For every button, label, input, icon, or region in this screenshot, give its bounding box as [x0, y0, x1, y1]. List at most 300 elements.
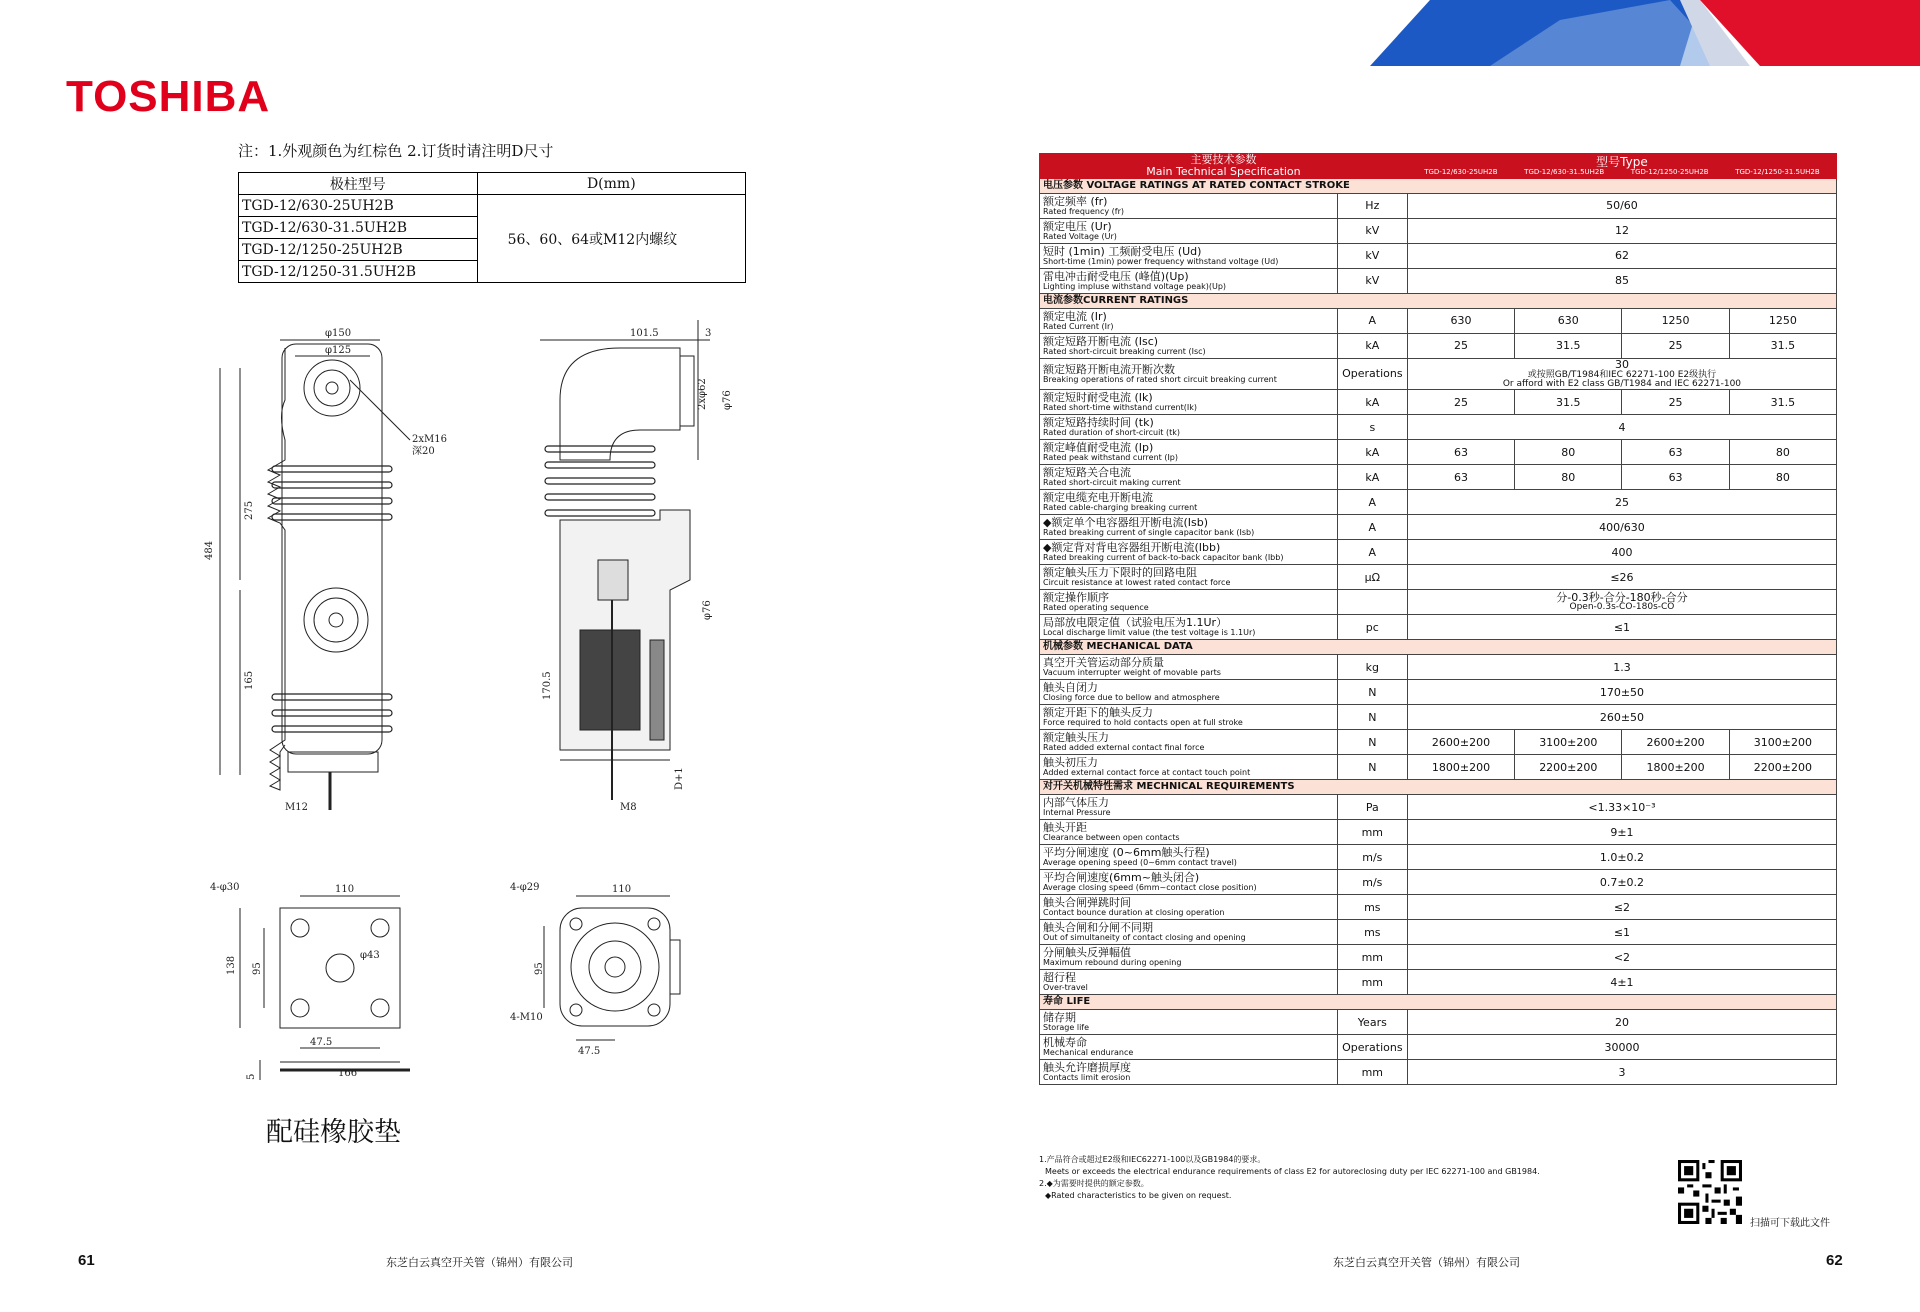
dim-text: 5: [246, 1073, 257, 1080]
spec-row: [1040, 515, 1837, 540]
param-cell: [1040, 730, 1338, 755]
unit-cell: mm: [1337, 820, 1407, 845]
spec-row: [1040, 540, 1837, 565]
spec-row: [1040, 795, 1837, 820]
param-cn: 额定频率 (fr): [1043, 195, 1108, 209]
unit-cell: pc: [1337, 615, 1407, 640]
pole-section-view: [540, 320, 733, 813]
color-note: 注：1.外观颜色为红棕色 2.订货时请注明D尺寸: [238, 142, 554, 160]
param-cn: 超行程: [1043, 971, 1076, 985]
param-cell: [1040, 1035, 1338, 1060]
header-model: TGD-12/630-25UH2B: [1424, 167, 1498, 176]
param-cn: ◆额定背对背电容器组开断电流(Ibb): [1043, 541, 1221, 555]
spec-row: [1040, 970, 1837, 995]
spec-row: [1040, 895, 1837, 920]
spec-row: [1040, 244, 1837, 269]
param-en: Rated Voltage (Ur): [1043, 231, 1117, 241]
model-cell: TGD-12/630-25UH2B: [239, 195, 478, 217]
unit-cell: A: [1337, 309, 1407, 334]
value-main: 12: [1614, 224, 1629, 238]
value-cell: 1800±200: [1407, 755, 1514, 780]
value-cell: [1407, 970, 1836, 995]
header-param-cn: 主要技术参数: [1190, 153, 1257, 167]
param-en: Average closing speed (6mm~contact close position): [1043, 883, 1257, 892]
param-cell: [1040, 1060, 1338, 1085]
param-cell: [1040, 440, 1338, 465]
param-cn: 额定触头压力: [1043, 731, 1109, 745]
param-en: Rated Current (Ir): [1043, 321, 1114, 331]
spec-section-row: [1040, 179, 1837, 194]
value-cell: 31.5: [1729, 334, 1836, 359]
value-cell: [1407, 615, 1836, 640]
param-en: Circuit resistance at lowest rated contact force: [1043, 578, 1231, 587]
value-main: 9±1: [1610, 825, 1634, 839]
model-cell: TGD-12/1250-25UH2B: [239, 239, 478, 261]
param-cn: 触头自闭力: [1043, 681, 1098, 695]
param-cn: 机械寿命: [1043, 1036, 1087, 1050]
param-en: Rated cable-charging breaking current: [1043, 503, 1198, 512]
spec-row: [1040, 655, 1837, 680]
param-cn: 雷电冲击耐受电压 (峰值)(Up): [1043, 270, 1189, 284]
toshiba-logo: TOSHIBA: [66, 72, 271, 121]
value-main: 4: [1618, 420, 1626, 434]
dim-text: 165: [244, 670, 255, 690]
param-cn: 平均分闸速度 (0~6mm触头行程): [1043, 846, 1210, 860]
value-cell: 80: [1729, 465, 1836, 490]
gasket-side-view: [246, 1060, 410, 1080]
section-title: 寿命 LIFE: [1040, 995, 1837, 1010]
footnotes: [1039, 1154, 1540, 1202]
param-en: Lighting impluse withstand voltage peak)(Up): [1043, 281, 1227, 291]
param-en: Rated breaking current of single capacitor bank (Isb): [1043, 528, 1255, 537]
dim-text: 4-φ29: [510, 882, 540, 893]
value-main: <1.33×10⁻³: [1588, 800, 1656, 814]
dim-text: D+1: [674, 767, 685, 790]
dim-text: 95: [252, 962, 263, 975]
value-cell: 25: [1407, 334, 1514, 359]
value-cell: [1407, 415, 1836, 440]
value-main: 170±50: [1599, 685, 1645, 699]
param-cn: 额定短路开断电流开断次数: [1043, 363, 1175, 377]
dim-text: 深20: [412, 446, 435, 457]
param-en: Vacuum interrupter weight of movable parts: [1043, 668, 1221, 677]
dim-text: M12: [285, 802, 308, 813]
spec-row: [1040, 269, 1837, 294]
spec-row: [1040, 845, 1837, 870]
param-en: Rated operating sequence: [1043, 603, 1149, 612]
value-cell: 63: [1622, 465, 1729, 490]
param-en: Maximum rebound during opening: [1043, 958, 1182, 967]
d-value-cell: 56、60、64或M12内螺纹: [477, 195, 745, 283]
param-cell: [1040, 795, 1338, 820]
spec-row: [1040, 565, 1837, 590]
spec-row: [1040, 680, 1837, 705]
param-cell: [1040, 920, 1338, 945]
param-cell: [1040, 680, 1338, 705]
value-cell: 31.5: [1729, 390, 1836, 415]
dim-text: 47.5: [310, 1037, 333, 1048]
page-number-left: 61: [78, 1252, 95, 1269]
unit-cell: m/s: [1337, 845, 1407, 870]
param-cell: [1040, 359, 1338, 390]
value-cell: 80: [1515, 440, 1622, 465]
footer-right: 东芝白云真空开关管（锦州）有限公司: [1333, 1256, 1520, 1269]
dim-text: 110: [612, 884, 632, 895]
param-cn: 额定峰值耐受电流 (Ip): [1043, 441, 1154, 455]
model-cell: TGD-12/1250-31.5UH2B: [239, 261, 478, 283]
dim-text: φ76: [722, 390, 733, 410]
value-cell: 31.5: [1515, 334, 1622, 359]
param-en: Rated short-time withstand current(Ik): [1043, 403, 1197, 412]
value-cell: 630: [1515, 309, 1622, 334]
dim-text: 2xφ62: [697, 378, 708, 410]
footnote: Meets or exceeds the electrical endurance requirements of class E2 for autoreclosing duty per IEC 62271-100 and GB1984.: [1045, 1167, 1540, 1176]
unit-cell: kA: [1337, 390, 1407, 415]
param-cn: 额定短路开断电流 (Isc): [1043, 335, 1159, 349]
unit-cell: N: [1337, 680, 1407, 705]
spec-row: [1040, 755, 1837, 780]
param-en: Rated peak withstand current (Ip): [1043, 453, 1178, 462]
unit-cell: ms: [1337, 920, 1407, 945]
param-en: Short-time (1min) power frequency withstand voltage (Ud): [1043, 256, 1279, 266]
dim-text: 484: [204, 540, 215, 560]
param-cell: [1040, 1010, 1338, 1035]
param-cell: [1040, 705, 1338, 730]
section-title: 电流参数CURRENT RATINGS: [1040, 294, 1837, 309]
dim-text: 47.5: [578, 1046, 601, 1057]
value-cell: 25: [1622, 334, 1729, 359]
param-cell: [1040, 334, 1338, 359]
dim-text: 170.5: [542, 671, 553, 700]
value-cell: [1407, 680, 1836, 705]
spec-row: [1040, 945, 1837, 970]
spec-header-type: [1407, 154, 1836, 179]
param-cn: 真空开关管运动部分质量: [1043, 656, 1164, 670]
param-cn: 额定短路关合电流: [1043, 466, 1131, 480]
value-cell: 63: [1622, 440, 1729, 465]
dim-text: 95: [534, 962, 545, 975]
header-param-en: Main Technical Specification: [1146, 165, 1301, 178]
param-cn: 储存期: [1043, 1011, 1076, 1025]
param-cn: 分闸触头反弹幅值: [1043, 946, 1131, 960]
spec-header-row: [1040, 154, 1837, 179]
value-cell: [1407, 269, 1836, 294]
value-cell: [1407, 1060, 1836, 1085]
param-cell: [1040, 515, 1338, 540]
unit-cell: Operations: [1337, 359, 1407, 390]
model-header: 极柱型号: [239, 173, 478, 195]
dim-text: 110: [335, 884, 355, 895]
param-cell: [1040, 755, 1338, 780]
value-main: <2: [1613, 950, 1631, 964]
param-cell: [1040, 590, 1338, 615]
param-en: Average opening speed (0~6mm contact travel): [1043, 858, 1237, 867]
dim-text: 4-M10: [510, 1012, 543, 1023]
value-cell: [1407, 1035, 1836, 1060]
param-cn: 额定触头压力下限时的回路电阻: [1043, 566, 1197, 580]
unit-cell: mm: [1337, 945, 1407, 970]
param-en: Closing force due to bellow and atmosphere: [1043, 693, 1220, 702]
param-en: Added external contact force at contact touch point: [1043, 768, 1251, 777]
dim-text: 275: [244, 500, 255, 520]
spec-row: [1040, 440, 1837, 465]
param-en: Rated short-circuit making current: [1043, 478, 1181, 487]
value-main: 30000: [1604, 1040, 1640, 1054]
unit-cell: [1337, 590, 1407, 615]
value-cell: 80: [1515, 465, 1622, 490]
param-cn: 额定操作顺序: [1043, 591, 1109, 605]
param-en: Storage life: [1043, 1023, 1090, 1032]
spec-row: [1040, 334, 1837, 359]
spec-row: [1040, 309, 1837, 334]
unit-cell: A: [1337, 540, 1407, 565]
dim-text: M8: [620, 802, 637, 813]
spec-row: [1040, 465, 1837, 490]
spec-row: [1040, 1010, 1837, 1035]
value-main: 30: [1614, 358, 1629, 371]
section-title: 电压参数 VOLTAGE RATINGS AT RATED CONTACT STROKE: [1040, 179, 1837, 194]
dim-text: 2xM16: [412, 434, 447, 445]
value-main: 50/60: [1606, 199, 1638, 213]
value-cell: 2200±200: [1729, 755, 1836, 780]
value-main: 260±50: [1599, 710, 1645, 724]
param-cell: [1040, 269, 1338, 294]
value-main: 4±1: [1610, 975, 1634, 989]
unit-cell: s: [1337, 415, 1407, 440]
value-main: 1.3: [1613, 660, 1631, 674]
page-number-right: 62: [1826, 1252, 1843, 1269]
value-cell: 3100±200: [1515, 730, 1622, 755]
spec-row: [1040, 194, 1837, 219]
dim-text: 101.5: [630, 328, 659, 339]
footnote: 1.产品符合或超过E2级和IEC62271-100以及GB1984的要求。: [1039, 1155, 1266, 1164]
value-cell: 1250: [1729, 309, 1836, 334]
param-en: Rated duration of short-circuit (tk): [1043, 428, 1180, 437]
param-en: Mechanical endurance: [1043, 1048, 1134, 1057]
param-cell: [1040, 820, 1338, 845]
value-main: ≤1: [1613, 620, 1631, 634]
unit-cell: kA: [1337, 440, 1407, 465]
value-main: 62: [1614, 249, 1629, 263]
spec-section-row: [1040, 780, 1837, 795]
value-cell: [1407, 540, 1836, 565]
dim-text: 3: [705, 328, 712, 339]
value-cell: 63: [1407, 440, 1514, 465]
value-main: 20: [1614, 1015, 1629, 1029]
dim-text: 138: [226, 955, 237, 975]
param-en: Contact bounce duration at closing operation: [1043, 908, 1225, 917]
spec-row: [1040, 359, 1837, 390]
param-cn: 触头允许磨损厚度: [1043, 1061, 1131, 1075]
value-cell: [1407, 820, 1836, 845]
unit-cell: N: [1337, 755, 1407, 780]
value-cell: [1407, 795, 1836, 820]
spec-section-row: [1040, 294, 1837, 309]
param-cell: [1040, 970, 1338, 995]
param-en: Rated frequency (fr): [1043, 206, 1124, 216]
param-cn: 额定开距下的触头反力: [1043, 706, 1153, 720]
unit-cell: kV: [1337, 269, 1407, 294]
value-cell: 630: [1407, 309, 1514, 334]
unit-cell: kA: [1337, 334, 1407, 359]
param-cell: [1040, 540, 1338, 565]
dim-text: 166: [338, 1068, 358, 1079]
value-main: 0.7±0.2: [1599, 875, 1645, 889]
spec-row: [1040, 1035, 1837, 1060]
qr-code-icon: [1678, 1160, 1742, 1224]
spec-table: [1039, 153, 1837, 1085]
unit-cell: μΩ: [1337, 565, 1407, 590]
value-cell: 1250: [1622, 309, 1729, 334]
value-cell: [1407, 219, 1836, 244]
header-model: TGD-12/630-31.5UH2B: [1524, 167, 1605, 176]
value-cell: [1407, 490, 1836, 515]
param-cell: [1040, 244, 1338, 269]
spec-row: [1040, 820, 1837, 845]
flange-square-view: [210, 882, 400, 1079]
unit-cell: Hz: [1337, 194, 1407, 219]
dim-text: φ43: [360, 950, 380, 961]
value-main: ≤2: [1613, 900, 1631, 914]
param-en: Contacts limit erosion: [1043, 1073, 1131, 1082]
unit-cell: kV: [1337, 219, 1407, 244]
param-cn: 触头合闸和分闸不同期: [1043, 921, 1153, 935]
value-main: 1.0±0.2: [1599, 850, 1645, 864]
header-type-label: 型号Type: [1596, 155, 1648, 170]
value-cell: 25: [1622, 390, 1729, 415]
qr-caption: 扫描可下载此文件: [1750, 1218, 1830, 1229]
param-cell: [1040, 895, 1338, 920]
param-cell: [1040, 465, 1338, 490]
model-cell: TGD-12/630-31.5UH2B: [239, 217, 478, 239]
param-cell: [1040, 845, 1338, 870]
unit-cell: m/s: [1337, 870, 1407, 895]
value-main: 400/630: [1599, 520, 1645, 534]
unit-cell: ms: [1337, 895, 1407, 920]
spec-section-row: [1040, 640, 1837, 655]
param-cell: [1040, 615, 1338, 640]
unit-cell: kA: [1337, 465, 1407, 490]
unit-cell: mm: [1337, 1060, 1407, 1085]
param-en: Local discharge limit value (the test voltage is 1.1Ur): [1043, 628, 1256, 637]
d-dimension-table: [238, 172, 746, 283]
value-cell: [1407, 945, 1836, 970]
pole-front-view: [204, 328, 447, 813]
value-cell: [1407, 515, 1836, 540]
value-cell: [1407, 655, 1836, 680]
param-en: Breaking operations of rated short circuit breaking current: [1043, 374, 1277, 384]
value-cell: 80: [1729, 440, 1836, 465]
spec-row: [1040, 1060, 1837, 1085]
d-header: D(mm): [477, 173, 745, 195]
spec-row: [1040, 870, 1837, 895]
param-en: Rated added external contact final force: [1043, 743, 1205, 752]
section-title: 机械参数 MECHANICAL DATA: [1040, 640, 1837, 655]
param-cn: ◆额定单个电容器组开断电流(Isb): [1043, 516, 1208, 530]
value-cell: [1407, 194, 1836, 219]
param-cn: 短时 (1min) 工频耐受电压 (Ud): [1043, 245, 1202, 259]
value-cell: [1407, 920, 1836, 945]
footnote: ◆Rated characteristics to be given on request.: [1045, 1191, 1232, 1200]
param-cell: [1040, 219, 1338, 244]
spec-row: [1040, 490, 1837, 515]
unit-cell: A: [1337, 490, 1407, 515]
value-cell: 2200±200: [1515, 755, 1622, 780]
value-main: 3: [1618, 1065, 1626, 1079]
value-cell: [1407, 845, 1836, 870]
value-cell: [1407, 359, 1836, 390]
unit-cell: N: [1337, 730, 1407, 755]
param-cn: 触头合闸弹跳时间: [1043, 896, 1131, 910]
param-cn: 额定短路持续时间 (tk): [1043, 416, 1154, 430]
unit-cell: kV: [1337, 244, 1407, 269]
param-cn: 触头初压力: [1043, 756, 1098, 770]
value-cell: 25: [1407, 390, 1514, 415]
value-cell: [1407, 1010, 1836, 1035]
param-cell: [1040, 945, 1338, 970]
unit-cell: N: [1337, 705, 1407, 730]
value-cell: [1407, 705, 1836, 730]
dim-text: 4-φ30: [210, 882, 240, 893]
footer-left: 东芝白云真空开关管（锦州）有限公司: [386, 1256, 573, 1269]
value-main: 分-0.3秒-合分-180秒-合分: [1556, 590, 1688, 604]
value-main: 25: [1614, 495, 1629, 509]
unit-cell: Years: [1337, 1010, 1407, 1035]
value-cell: [1407, 590, 1836, 615]
param-cell: [1040, 655, 1338, 680]
param-en: Force required to hold contacts open at full stroke: [1043, 718, 1243, 727]
dim-text: φ125: [325, 345, 352, 356]
spec-row: [1040, 219, 1837, 244]
value-cell: 31.5: [1515, 390, 1622, 415]
value-cell: 1800±200: [1622, 755, 1729, 780]
param-en: Out of simultaneity of contact closing and opening: [1043, 933, 1246, 942]
value-cell: 2600±200: [1407, 730, 1514, 755]
param-cn: 额定电压 (Ur): [1043, 220, 1112, 234]
param-cn: 额定电缆充电开断电流: [1043, 491, 1153, 505]
dim-text: φ76: [702, 600, 713, 620]
unit-cell: mm: [1337, 970, 1407, 995]
value-extra: Open-0.3s-CO-180s-CO: [1569, 602, 1675, 613]
header-model: TGD-12/1250-25UH2B: [1630, 167, 1709, 176]
param-en: Rated breaking current of back-to-back capacitor bank (Ibb): [1043, 553, 1284, 562]
technical-drawing: [200, 320, 820, 1100]
spec-header-param: [1040, 154, 1408, 179]
param-en: Internal Pressure: [1043, 808, 1111, 817]
spec-row: [1040, 415, 1837, 440]
flange-round-view: [510, 882, 680, 1057]
value-main: 85: [1614, 274, 1629, 288]
param-cell: [1040, 194, 1338, 219]
dim-text: φ150: [325, 328, 352, 339]
value-cell: [1407, 565, 1836, 590]
value-extra: Or afford with E2 class GB/T1984 and IEC 62271-100: [1502, 378, 1742, 389]
value-cell: 3100±200: [1729, 730, 1836, 755]
value-main: ≤1: [1613, 925, 1631, 939]
value-extra: 或按照GB/T1984和IEC 62271-100 E2级执行: [1527, 369, 1717, 380]
param-cn: 额定短时耐受电流 (Ik): [1043, 391, 1153, 405]
param-cell: [1040, 565, 1338, 590]
param-cn: 额定电流 (Ir): [1043, 310, 1107, 324]
spec-row: [1040, 390, 1837, 415]
param-cell: [1040, 415, 1338, 440]
value-cell: [1407, 895, 1836, 920]
value-cell: [1407, 870, 1836, 895]
param-cell: [1040, 390, 1338, 415]
spec-row: [1040, 705, 1837, 730]
corner-graphic: [1370, 0, 1920, 66]
section-title: 对开关机械特性需求 MECHNICAL REQUIREMENTS: [1040, 780, 1837, 795]
